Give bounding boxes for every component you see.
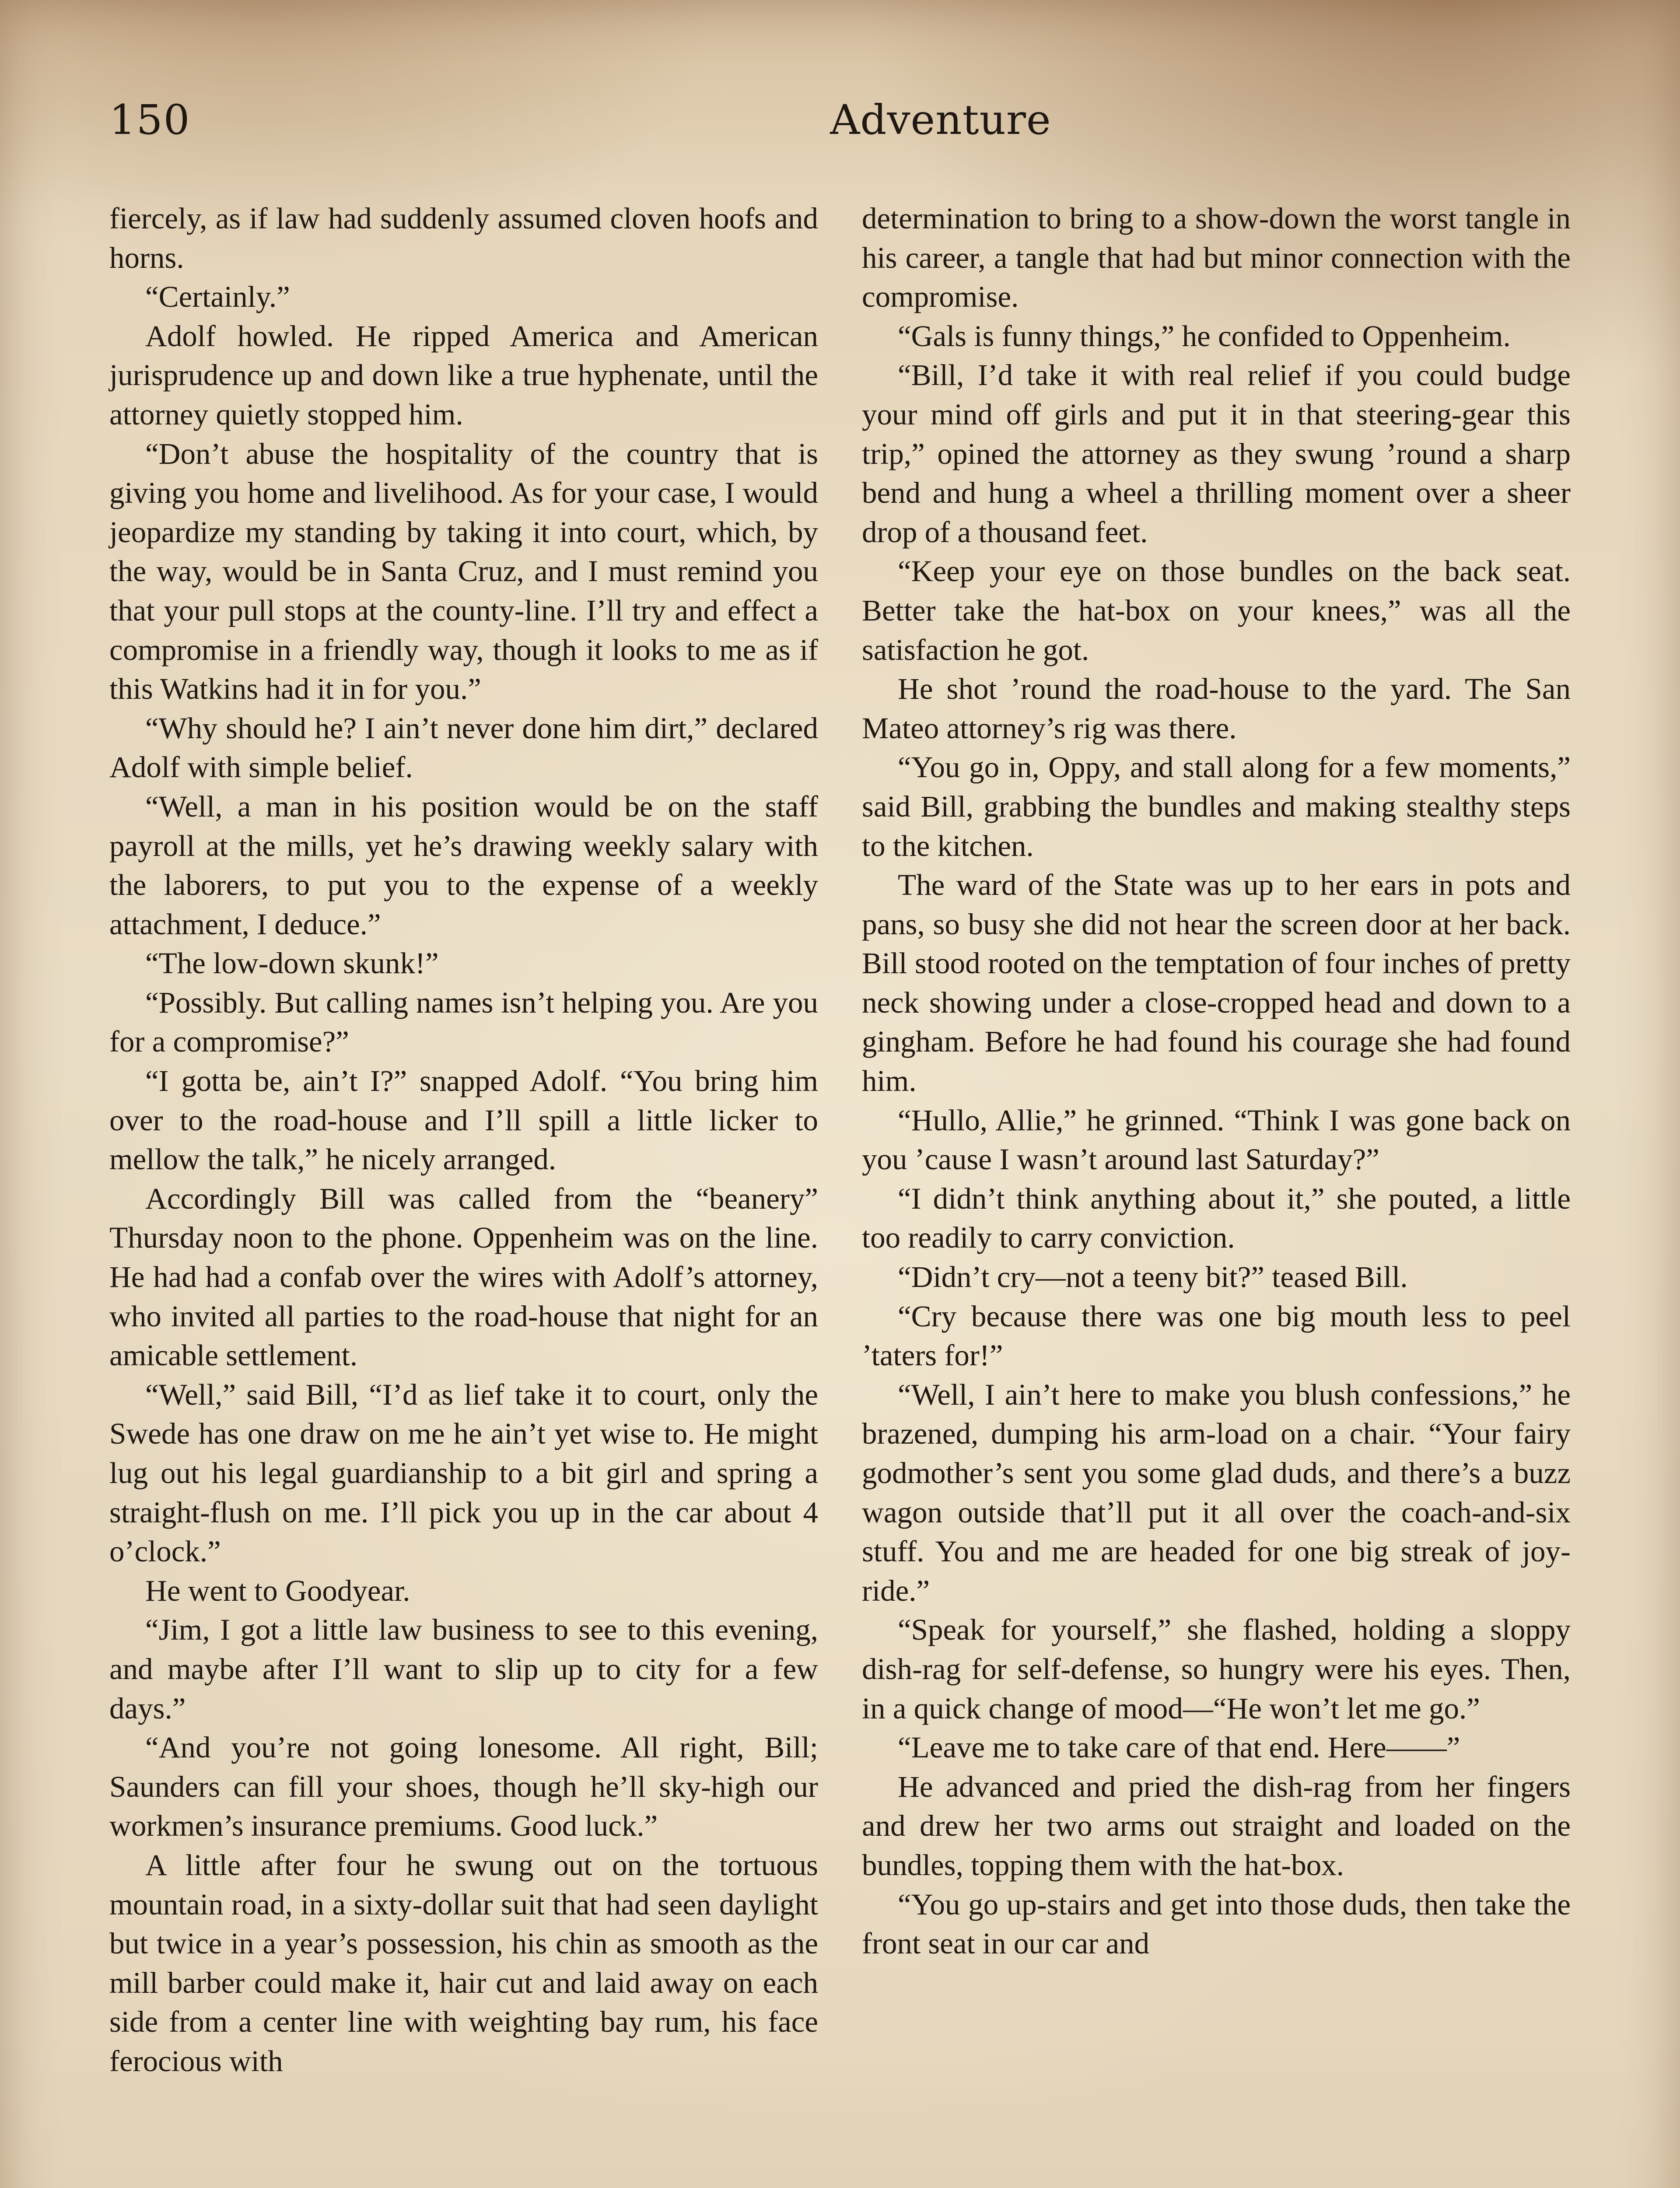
paragraph: “Keep your eye on those bundles on the back seat. Better take the hat-box on your knees,” was all the satisfaction he got. <box>862 554 1571 666</box>
paragraph: “The low-down skunk!” <box>145 947 439 980</box>
paragraph: “Why should he? I ain’t never done him dirt,” declared Adolf with simple belief. <box>109 711 818 784</box>
paragraph: “You go in, Oppy, and stall along for a few moments,” said Bill, grabbing the bundles and making stealthy steps to the kitchen. <box>862 750 1571 863</box>
paragraph: He advanced and pried the dish-rag from her fingers and drew her two arms out straight and loaded on the bundles, topping them with the hat-box. <box>862 1770 1571 1882</box>
paragraph: He went to Goodyear. <box>145 1574 410 1607</box>
paragraph: “Possibly. But calling names isn’t helping you. Are you for a compromise?” <box>109 985 818 1059</box>
running-head: Adventure <box>830 96 1051 144</box>
paragraph: “Gals is funny things,” he confided to Oppenheim. <box>898 319 1511 353</box>
paragraph: Accordingly Bill was called from the “beanery” Thursday noon to the phone. Oppenheim was on the line. He had had a confab over the wires with Adolf’s attorney, who invited all parties to the road-house that night for an amicable settlement. <box>109 1182 818 1372</box>
paragraph: “Bill, I’d take it with real relief if you could budge your mind off girls and put it in that steering-gear this trip,” opined the attorney as they swung ’round a sharp bend and hung a wheel a thrilling moment over a sheer drop of a thousand feet. <box>862 358 1571 549</box>
paragraph: “Well, a man in his position would be on the staff payroll at the mills, yet he’s drawing weekly salary with the laborers, to put you to the expense of a weekly attachment, I deduce.” <box>109 789 818 941</box>
page-number: 150 <box>109 96 191 144</box>
paragraph: “Speak for yourself,” she flashed, holding a sloppy dish-rag for self-defense, so hungry were his eyes. Then, in a quick change of mood—“He won’t let me go.” <box>862 1613 1571 1725</box>
paragraph: “Certainly.” <box>145 280 290 314</box>
right-column <box>862 199 1571 2188</box>
paragraph: fiercely, as if law had suddenly assumed cloven hoofs and horns. <box>109 202 818 274</box>
paragraph: He shot ’round the road-house to the yard. The San Mateo attorney’s rig was there. <box>862 672 1571 745</box>
paragraph: Adolf howled. He ripped America and American jurisprudence up and down like a true hyphenate, until the attorney quietly stopped him. <box>109 319 818 431</box>
paragraph: “I didn’t think anything about it,” she pouted, a little too readily to carry conviction. <box>862 1182 1571 1255</box>
paragraph: “Didn’t cry—not a teeny bit?” teased Bill. <box>898 1260 1408 1294</box>
paragraph: “And you’re not going lonesome. All right, Bill; Saunders can fill your shoes, though he’ll sky-high our workmen’s insurance premiums. Good luck.” <box>109 1731 818 1843</box>
paragraph: “Well,” said Bill, “I’d as lief take it to court, only the Swede has one draw on me he ain’t yet wise to. He might lug out his legal guardianship to a bit girl and spring a straight-flush on me. I’ll pick you up in the car about 4 o’clock.” <box>109 1378 818 1568</box>
paragraph: “Don’t abuse the hospitality of the country that is giving you home and livelihood. As for your case, I would jeopardize my standing by taking it into court, which, by the way, would be in Santa Cruz, and I must remind you that your pull stops at the county-line. I’ll try and effect a compromise in a friendly way, though it looks to me as if this Watkins had it in for you.” <box>109 437 818 706</box>
paragraph: “You go up-stairs and get into those duds, then take the front seat in our car and <box>862 1887 1571 1960</box>
paragraph: “Leave me to take care of that end. Here——” <box>898 1731 1460 1764</box>
paragraph: “I gotta be, ain’t I?” snapped Adolf. “You bring him over to the road-house and I’ll spill a little licker to mellow the talk,” he nicely arranged. <box>109 1064 818 1176</box>
left-column <box>109 199 818 2188</box>
paragraph: A little after four he swung out on the tortuous mountain road, in a sixty-dollar suit that had seen daylight but twice in a year’s possession, his chin as smooth as the mill barber could make it, hair cut and laid away on each side from a center line with weighting bay rum, his face ferocious with <box>109 1848 818 2078</box>
page-header <box>109 83 1575 153</box>
paragraph: determination to bring to a show-down the worst tangle in his career, a tangle that had but minor connection with the compromise. <box>862 202 1571 314</box>
paragraph: “Jim, I got a little law business to see to this evening, and maybe after I’ll want to slip up to city for a few days.” <box>109 1613 818 1725</box>
paragraph: “Well, I ain’t here to make you blush confessions,” he brazened, dumping his arm-load on a chair. “Your fairy godmother’s sent you some glad duds, and there’s a buzz wagon outside that’ll put it all over the coach-and-six stuff. You and me are headed for one big streak of joy-ride.” <box>862 1378 1571 1607</box>
paragraph: The ward of the State was up to her ears in pots and pans, so busy she did not hear the screen door at her back. Bill stood rooted on the temptation of four inches of pretty neck showing under a close-cropped head and down to a gingham. Before he had found his courage she had found him. <box>862 868 1571 1098</box>
paragraph: “Hullo, Allie,” he grinned. “Think I was gone back on you ’cause I wasn’t around last Saturday?” <box>862 1103 1571 1176</box>
paragraph: “Cry because there was one big mouth less to peel ’taters for!” <box>862 1299 1571 1372</box>
